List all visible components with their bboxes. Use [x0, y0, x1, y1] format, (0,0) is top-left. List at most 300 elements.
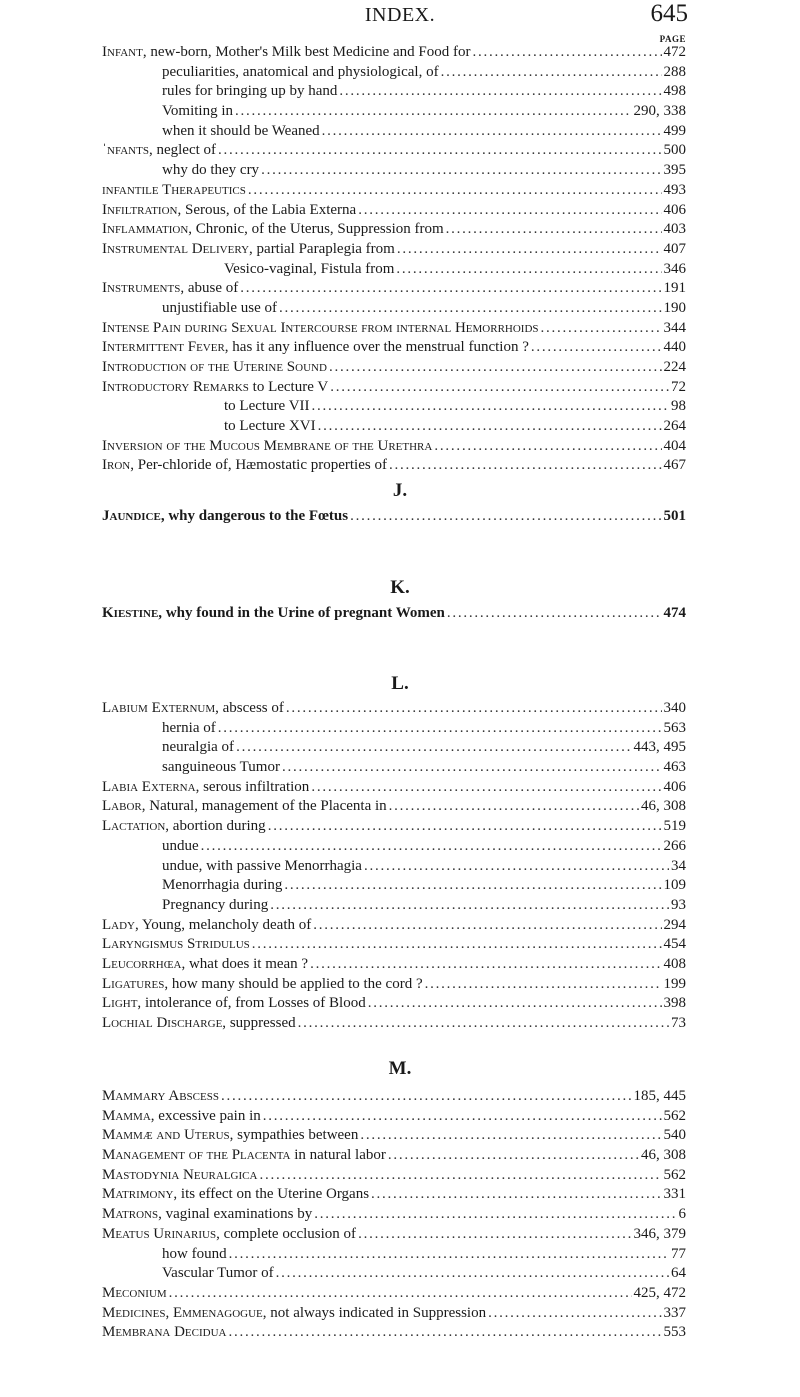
entry-text: Serous, of the Labia Externa	[181, 201, 357, 218]
dot-leader	[371, 1186, 661, 1203]
index-entry	[102, 956, 686, 976]
entry-page-number: 46, 308	[641, 1147, 686, 1164]
entry-text: suppressed	[226, 1015, 296, 1031]
entry-page-number: 474	[663, 605, 686, 621]
entry-page-number: 346, 379	[633, 1225, 686, 1242]
dot-leader	[298, 1015, 669, 1032]
entry-text: how found	[162, 1245, 227, 1262]
index-entry	[102, 221, 686, 241]
dot-leader	[240, 280, 661, 297]
entry-page-number: 403	[663, 221, 686, 238]
dot-leader	[248, 182, 662, 199]
entry-label	[162, 64, 439, 81]
entry-heading: ˈnfants,	[102, 142, 153, 159]
index-entry	[102, 418, 686, 438]
entry-heading: Mammary Abscess	[102, 1088, 219, 1104]
dot-leader	[339, 83, 661, 100]
page-column-label: PAGE	[659, 34, 686, 44]
entry-label	[102, 1186, 369, 1203]
entry-label	[162, 877, 282, 894]
entry-heading: Laryngismus Stridulus	[102, 936, 250, 953]
entry-heading: Instruments,	[102, 280, 185, 297]
entry-page-number: 337	[663, 1304, 686, 1321]
entry-page-number: 499	[663, 122, 686, 139]
entry-heading: Management of the Placenta	[102, 1147, 291, 1164]
entry-heading: Lady,	[102, 916, 139, 933]
entry-text: Natural, management of the Placenta in	[145, 798, 387, 815]
dot-leader	[388, 1147, 639, 1164]
entry-page-number: 463	[663, 759, 686, 776]
dot-leader	[276, 1265, 669, 1282]
index-entry	[102, 1206, 686, 1226]
entry-page-number: 331	[663, 1186, 686, 1203]
index-entry	[102, 83, 686, 103]
entry-text: excessive pain in	[154, 1107, 261, 1124]
entry-heading: Introductory Remarks	[102, 378, 249, 395]
entry-heading: Jaundice,	[102, 508, 165, 524]
entry-label	[224, 261, 394, 278]
entry-label	[102, 359, 327, 376]
entry-page-number: 98	[671, 398, 686, 415]
entry-label	[102, 917, 311, 934]
index-entry	[102, 182, 686, 202]
entry-text: vaginal examinations by	[161, 1206, 313, 1223]
index-entry	[102, 1127, 686, 1147]
entry-page-number: 498	[663, 83, 686, 100]
index-entry	[102, 1285, 686, 1305]
entry-heading: Membrana Decidua	[102, 1324, 227, 1341]
entry-text: to Lecture XVI	[224, 418, 316, 435]
dot-leader	[310, 956, 661, 973]
index-entry	[102, 1186, 686, 1206]
index-entry	[102, 1015, 686, 1035]
entry-label	[162, 103, 233, 120]
entry-label	[102, 1127, 358, 1144]
index-entry	[102, 44, 686, 64]
dot-leader	[473, 44, 662, 61]
entry-label	[162, 1265, 274, 1282]
section-m-entries	[102, 1088, 686, 1344]
index-entry	[102, 720, 686, 740]
entry-label	[102, 818, 266, 835]
entry-text: to Lecture V	[248, 378, 329, 395]
entry-label	[162, 858, 362, 875]
dot-leader	[350, 508, 661, 525]
entry-heading: Lactation,	[102, 818, 170, 835]
entry-heading: Mammæ and Uterus,	[102, 1127, 234, 1144]
index-entry	[102, 605, 686, 625]
index-entry	[102, 457, 686, 477]
entry-label	[162, 897, 268, 914]
dot-leader	[259, 1167, 661, 1184]
index-entry	[102, 202, 686, 222]
index-entry	[102, 398, 686, 418]
index-entry	[102, 897, 686, 917]
entry-label	[102, 379, 328, 396]
dot-leader	[311, 779, 661, 796]
entry-text: intolerance of, from Losses of Blood	[141, 995, 366, 1012]
entry-page-number: 407	[663, 240, 686, 257]
dot-leader	[252, 936, 662, 953]
entry-label	[102, 1206, 312, 1223]
index-entry	[102, 1088, 686, 1108]
entry-label	[162, 123, 320, 140]
dot-leader	[389, 457, 662, 474]
section-i-entries	[102, 44, 686, 477]
index-entry	[102, 700, 686, 720]
dot-leader	[218, 720, 662, 737]
entry-page-number: 406	[663, 201, 686, 218]
entry-label	[102, 779, 309, 796]
entry-page-number: 288	[663, 63, 686, 80]
entry-page-number: 46, 308	[641, 798, 686, 815]
entry-text: serous infiltration	[199, 778, 310, 795]
dot-leader	[322, 123, 662, 140]
entry-text: Vascular Tumor of	[162, 1265, 274, 1282]
index-entry	[102, 280, 686, 300]
dot-leader	[425, 976, 662, 993]
dot-leader	[329, 359, 662, 376]
entry-text: neuralgia of	[162, 739, 235, 756]
index-entry	[102, 64, 686, 84]
entry-page-number: 467	[663, 457, 686, 474]
entry-heading: Labor,	[102, 798, 146, 815]
entry-text: when it should be Weaned	[162, 122, 320, 139]
entry-heading: Introduction of the Uterine Sound	[102, 359, 327, 375]
entry-heading: Labium Externum,	[102, 700, 219, 716]
entry-heading: Infiltration,	[102, 201, 182, 218]
index-entry	[102, 320, 686, 340]
entry-label	[162, 739, 234, 756]
entry-label	[102, 1088, 219, 1105]
entry-text: abuse of	[184, 280, 239, 297]
entry-label	[102, 339, 529, 356]
index-entry	[102, 379, 686, 399]
entry-text: abscess of	[218, 700, 284, 716]
entry-page-number: 500	[663, 142, 686, 159]
dot-leader	[364, 858, 669, 875]
entry-page-number: 395	[663, 162, 686, 179]
entry-page-number: 6	[678, 1206, 686, 1223]
entry-label	[102, 182, 246, 199]
entry-label	[102, 956, 308, 973]
index-entry	[102, 1226, 686, 1246]
entry-label	[162, 720, 216, 737]
entry-page-number: 64	[671, 1265, 686, 1282]
entry-text: unjustifiable use of	[162, 299, 277, 316]
index-entry	[102, 300, 686, 320]
entry-heading: Inflammation,	[102, 221, 193, 238]
entry-label	[162, 838, 199, 855]
entry-page-number: 519	[663, 818, 686, 835]
dot-leader	[263, 1108, 662, 1125]
dot-leader	[229, 1246, 669, 1263]
entry-page-number: 553	[663, 1324, 686, 1341]
entry-label	[102, 995, 366, 1012]
dot-leader	[221, 1088, 632, 1105]
dot-leader	[236, 739, 631, 756]
index-entry	[102, 759, 686, 779]
dot-leader	[201, 838, 662, 855]
entry-text: sanguineous Tumor	[162, 759, 280, 776]
section-letter-k: K.	[390, 577, 410, 598]
entry-page-number: 562	[663, 1107, 686, 1124]
entry-label	[102, 280, 238, 297]
entry-heading: Medicines, Emmenagogue,	[102, 1304, 267, 1321]
entry-text: in natural labor	[290, 1147, 386, 1164]
index-entry	[102, 798, 686, 818]
entry-label	[102, 1015, 296, 1032]
entry-label	[224, 418, 316, 435]
entry-page-number: 454	[663, 936, 686, 953]
entry-page-number: 73	[671, 1015, 686, 1031]
entry-heading: Kiestine,	[102, 605, 163, 621]
entry-page-number: 563	[663, 719, 686, 736]
dot-leader	[434, 438, 661, 455]
page-number: 645	[650, 0, 688, 27]
index-entry	[102, 241, 686, 261]
index-entry	[102, 162, 686, 182]
entry-text: Chronic, of the Uterus, Suppression from	[192, 221, 444, 238]
dot-leader	[312, 398, 669, 415]
dot-leader	[396, 261, 661, 278]
entry-text: rules for bringing up by hand	[162, 83, 338, 100]
dot-leader	[235, 103, 632, 120]
entry-heading: Instrumental Delivery,	[102, 240, 253, 257]
entry-text: Pregnancy during	[162, 896, 269, 913]
entry-text: Per-chloride of, Hæmostatic properties of	[133, 457, 387, 474]
entry-label	[102, 221, 444, 238]
entry-page-number: 443, 495	[633, 739, 686, 756]
index-entry	[102, 438, 686, 458]
dot-leader	[270, 897, 669, 914]
index-entry	[102, 142, 686, 162]
index-entry	[102, 261, 686, 281]
entry-page-number: 34	[671, 857, 686, 874]
entry-label	[102, 457, 387, 474]
entry-heading: ınfantile Therapeutics	[102, 181, 246, 198]
entry-label	[162, 300, 277, 317]
entry-page-number: 191	[663, 280, 686, 297]
entry-text: new-born, Mother's Milk best Medicine and Food for	[146, 44, 471, 60]
index-entry	[102, 917, 686, 937]
dot-leader	[488, 1305, 661, 1322]
entry-heading: Inversion of the Mucous Membrane of the Urethra	[102, 437, 433, 454]
entry-page-number: 562	[663, 1166, 686, 1183]
dot-leader	[314, 1206, 676, 1223]
entry-heading: Meconium	[102, 1284, 167, 1301]
entry-label	[102, 1167, 257, 1184]
entry-page-number: 77	[671, 1245, 686, 1262]
entry-page-number: 266	[663, 837, 686, 854]
entry-page-number: 472	[663, 44, 686, 60]
entry-heading: Labia Externa,	[102, 778, 200, 795]
dot-leader	[358, 1226, 631, 1243]
entry-page-number: 344	[663, 319, 686, 336]
index-entry	[102, 1167, 686, 1187]
entry-label	[162, 83, 337, 100]
dot-leader	[284, 877, 661, 894]
index-entry	[102, 359, 686, 379]
entry-label	[162, 759, 280, 776]
index-entry	[102, 123, 686, 143]
dot-leader	[447, 605, 662, 622]
dot-leader	[531, 339, 662, 356]
entry-page-number: 190	[663, 299, 686, 316]
running-head-title: INDEX.	[364, 4, 436, 26]
dot-leader	[279, 300, 662, 317]
entry-label	[102, 1285, 167, 1302]
entry-page-number: 264	[663, 418, 686, 435]
section-j-entries	[102, 508, 686, 528]
index-entry	[102, 976, 686, 996]
entry-label	[102, 605, 445, 622]
entry-page-number: 290, 338	[633, 103, 686, 120]
entry-text: Menorrhagia during	[162, 877, 283, 894]
dot-leader	[541, 320, 662, 337]
entry-heading: Intermittent Fever,	[102, 339, 229, 356]
index-entry	[102, 1265, 686, 1285]
entry-label	[162, 1246, 227, 1263]
entry-page-number: 93	[671, 896, 686, 913]
dot-leader	[330, 379, 669, 396]
entry-label	[102, 241, 395, 258]
entry-heading: Meatus Urinarius,	[102, 1225, 220, 1242]
entry-label	[102, 142, 216, 159]
entry-heading: Mastodynia Neuralgica	[102, 1166, 258, 1183]
entry-page-number: 404	[663, 437, 686, 454]
entry-page-number: 224	[663, 359, 686, 375]
entry-label	[102, 1305, 486, 1322]
entry-text: abortion during	[169, 818, 266, 835]
index-entry	[102, 1108, 686, 1128]
entry-page-number: 406	[663, 778, 686, 795]
dot-leader	[397, 241, 662, 258]
entry-heading: Iron,	[102, 457, 134, 474]
entry-label	[102, 320, 539, 337]
index-entry	[102, 739, 686, 759]
index-entry	[102, 936, 686, 956]
entry-text: complete occlusion of	[219, 1225, 357, 1242]
entry-page-number: 199	[663, 975, 686, 992]
dot-leader	[169, 1285, 632, 1302]
entry-text: why found in the Urine of pregnant Women	[162, 605, 445, 621]
entry-heading: Matrimony,	[102, 1186, 178, 1203]
entry-page-number: 109	[663, 877, 686, 894]
entry-label	[102, 976, 423, 993]
entry-text: what does it mean ?	[185, 955, 309, 972]
index-entry	[102, 877, 686, 897]
index-entry	[102, 779, 686, 799]
index-entry	[102, 103, 686, 123]
entry-page-number: 440	[663, 339, 686, 356]
entry-label	[102, 798, 387, 815]
entry-page-number: 493	[663, 181, 686, 198]
entry-label	[102, 44, 471, 61]
section-l-entries	[102, 700, 686, 1035]
entry-text: peculiarities, anatomical and physiological, of	[162, 63, 439, 80]
entry-label	[102, 1147, 386, 1164]
entry-label	[102, 1324, 226, 1341]
entry-label	[102, 202, 356, 219]
dot-leader	[360, 1127, 661, 1144]
entry-label	[162, 162, 259, 179]
dot-leader	[389, 798, 639, 815]
entry-page-number: 540	[663, 1127, 686, 1144]
index-entry	[102, 1324, 686, 1344]
entry-text: its effect on the Uterine Organs	[177, 1186, 370, 1203]
dot-leader	[282, 759, 662, 776]
section-letter-j: J.	[392, 480, 408, 501]
index-entry	[102, 1305, 686, 1325]
entry-label	[102, 700, 284, 717]
section-k-entries	[102, 605, 686, 625]
entry-text: has it any influence over the menstrual function ?	[228, 339, 529, 356]
dot-leader	[441, 64, 662, 81]
index-entry	[102, 339, 686, 359]
entry-text: undue, with passive Menorrhagia	[162, 857, 362, 874]
entry-page-number: 408	[663, 955, 686, 972]
entry-heading: Light,	[102, 995, 142, 1012]
entry-heading: Ligatures,	[102, 975, 169, 992]
entry-text: why do they cry	[162, 162, 260, 179]
index-entry	[102, 508, 686, 528]
entry-label	[102, 438, 432, 455]
dot-leader	[286, 700, 662, 717]
entry-page-number: 185, 445	[633, 1088, 686, 1104]
dot-leader	[268, 818, 662, 835]
entry-label	[102, 508, 348, 525]
entry-heading: Mamma,	[102, 1107, 155, 1124]
dot-leader	[446, 221, 662, 238]
index-entry	[102, 838, 686, 858]
section-letter-l: L.	[391, 673, 409, 694]
entry-text: how many should be applied to the cord ?	[168, 975, 423, 992]
entry-page-number: 501	[663, 508, 686, 524]
entry-text: not always indicated in Suppression	[266, 1304, 487, 1321]
entry-heading: Intense Pain during Sexual Intercourse from internal Hemorrhoids	[102, 319, 539, 336]
entry-text: why dangerous to the Fœtus	[164, 508, 349, 524]
entry-text: hernia of	[162, 719, 216, 736]
dot-leader	[313, 917, 661, 934]
dot-leader	[261, 162, 661, 179]
entry-heading: Infant,	[102, 44, 147, 60]
entry-label	[102, 936, 250, 953]
entry-label	[102, 1226, 356, 1243]
entry-heading: Lochial Discharge,	[102, 1015, 227, 1031]
entry-text: partial Paraplegia from	[252, 240, 395, 257]
entry-label	[102, 1108, 261, 1125]
entry-page-number: 425, 472	[633, 1284, 686, 1301]
index-entry	[102, 1147, 686, 1167]
entry-page-number: 340	[663, 700, 686, 716]
index-entry	[102, 858, 686, 878]
entry-page-number: 346	[663, 260, 686, 277]
entry-text: to Lecture VII	[224, 398, 310, 415]
entry-page-number: 294	[663, 916, 686, 933]
dot-leader	[358, 202, 661, 219]
entry-heading: Matrons,	[102, 1206, 162, 1223]
index-entry	[102, 995, 686, 1015]
entry-page-number: 72	[671, 378, 686, 395]
section-letter-m: M.	[388, 1058, 412, 1079]
index-entry	[102, 818, 686, 838]
dot-leader	[218, 142, 661, 159]
dot-leader	[318, 418, 662, 435]
index-entry	[102, 1246, 686, 1266]
entry-text: Vomiting in	[162, 103, 233, 120]
entry-text: Vesico-vaginal, Fistula from	[224, 260, 395, 277]
